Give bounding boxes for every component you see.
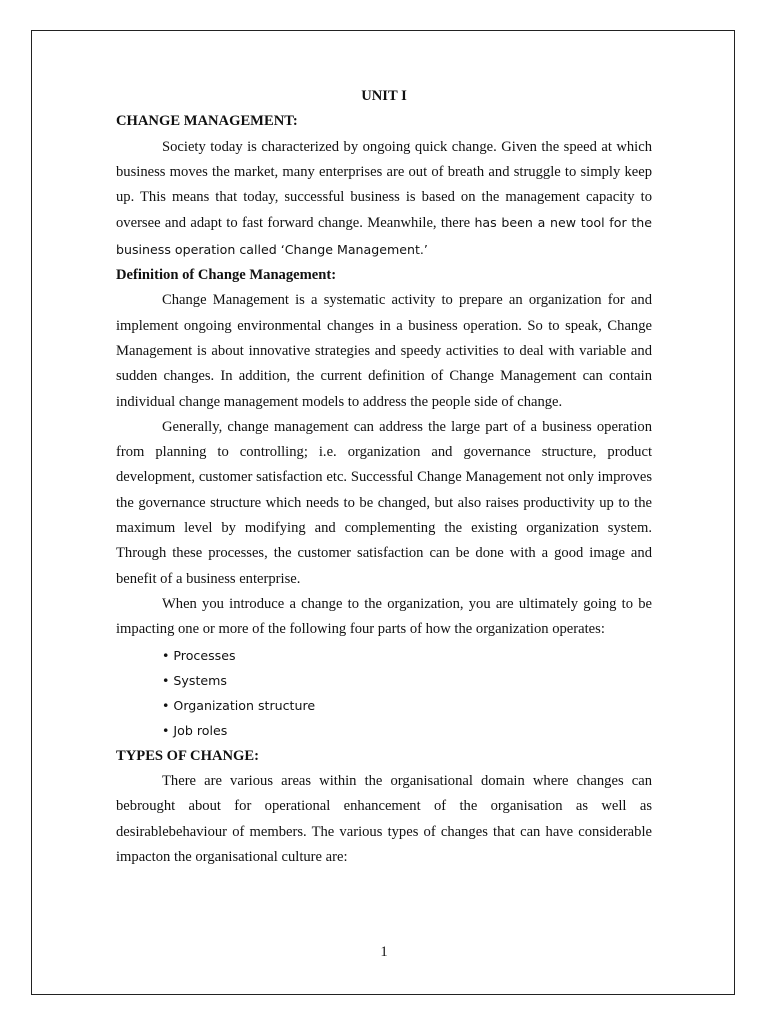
organization-parts-list <box>116 643 652 744</box>
list-item-organization-structure: • Organization structure <box>162 698 316 714</box>
list-item-systems: • Systems <box>162 672 227 688</box>
types-of-change-paragraph: There are various areas within the organisational domain where changes can bebrought about for operational enhancement of the organisation as well as desirablebehaviour of members. The various types of changes that can have considerable impacton the organisational culture are: <box>116 773 652 865</box>
intro-paragraph-tail: has been a new tool for the business operation called ‘Change Management.’ <box>116 215 652 257</box>
definition-heading: Definition of Change Management: <box>116 267 337 284</box>
list-item-job-roles: • Job roles <box>162 723 228 739</box>
page-number: 1 <box>380 944 388 960</box>
definition-paragraph-3: When you introduce a change to the organization, you are ultimately going to be impacting one or more of the following four parts of how the organization operates: <box>116 595 652 638</box>
document-body <box>116 84 652 870</box>
definition-paragraph-1: Change Management is a systematic activity to prepare an organization for and implement ongoing environmental changes in a business operation. So to speak, Change Management is about innovative strategies and speedy activities to deal with variable and sudden changes. In addition, the current definition of Change Management can contain individual change management models to address the people side of change. <box>116 292 652 410</box>
types-of-change-heading: TYPES OF CHANGE: <box>116 747 259 764</box>
list-item-processes: • Processes <box>162 647 236 663</box>
intro-paragraph-text: Society today is characterized by ongoing quick change. Given the speed at which business moves the market, many enterprises are out of breath and struggle to simply keep up. This means that today, successful business is based on the management capacity to oversee and adapt to fast forward change. Meanwhile, there <box>116 138 652 232</box>
change-management-heading: CHANGE MANAGEMENT: <box>116 113 298 130</box>
definition-paragraph-2: Generally, change management can address the large part of a business operation from planning to controlling; i.e. organization and governance structure, product development, customer satisfaction etc. Successful Change Management not only improves the governance structure which needs to be changed, but also raises productivity up to the maximum level by modifying and complementing the existing organization system. Through these processes, the customer satisfaction can be done with a good image and benefit of a business enterprise. <box>116 418 652 587</box>
intro-paragraph <box>116 135 652 263</box>
unit-title: UNIT I <box>361 88 407 104</box>
